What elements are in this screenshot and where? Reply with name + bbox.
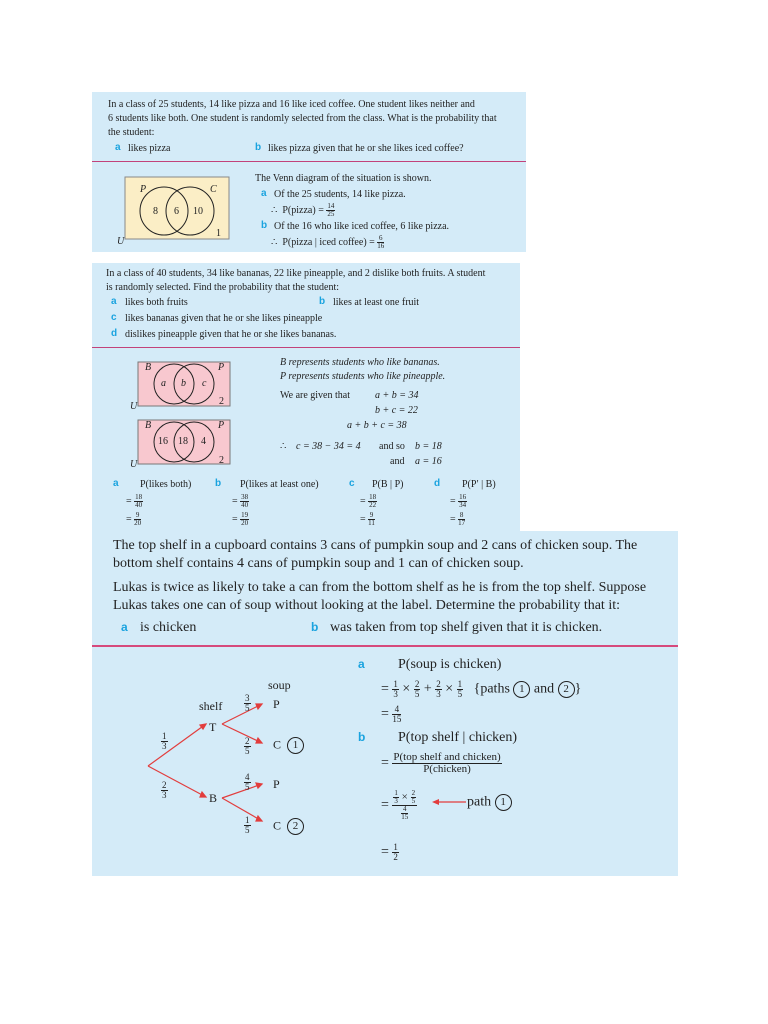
ex2-and-so: and so bbox=[379, 441, 405, 452]
ex2-equation-1: a + b = 34 bbox=[375, 390, 419, 401]
venn2-only-pineapple: 4 bbox=[201, 436, 206, 447]
ex3-path-label: path 1 bbox=[467, 794, 512, 811]
ex3-part-b-label: b bbox=[311, 620, 319, 634]
tree-prob-bottom-pumpkin: $\frac{4}{5}$ bbox=[245, 772, 250, 792]
venn-intersection: 6 bbox=[174, 206, 179, 217]
venn1-label-p: P bbox=[218, 362, 225, 373]
ex2-result-a: a = 16 bbox=[415, 456, 442, 467]
ex2-answer-b-label: b bbox=[215, 478, 222, 489]
ex2-answer-c-step-1: = $\frac{18}{22}$ bbox=[360, 493, 377, 509]
venn1-label-b: B bbox=[145, 362, 152, 373]
ex2-answer-c-head: P(B | P) bbox=[372, 479, 404, 490]
ex1-sol-b-label: b bbox=[261, 220, 268, 231]
venn2-only-bananas: 16 bbox=[158, 436, 168, 447]
venn2-label-p: P bbox=[218, 420, 225, 431]
ex3-question-line-2: bottom shelf contains 4 cans of pumpkin soup and 1 can of chicken soup. bbox=[113, 556, 524, 571]
path-2-marker: 2 bbox=[287, 818, 304, 835]
venn-label-p: P bbox=[140, 184, 147, 195]
ex2-part-a-label: a bbox=[111, 296, 117, 307]
venn-outside: 1 bbox=[216, 228, 221, 239]
ex3-question-line-1: The top shelf in a cupboard contains 3 cans of pumpkin soup and 2 cans of chicken soup. The bbox=[113, 538, 638, 553]
ex1-part-b-text: likes pizza given that he or she likes iced coffee? bbox=[268, 143, 464, 154]
venn-label-c: C bbox=[210, 184, 217, 195]
p-pizza-expr: P(pizza) = bbox=[282, 204, 324, 216]
tree-prob-bottom-chicken: $\frac{1}{5}$ bbox=[245, 815, 250, 835]
venn2-both: 18 bbox=[178, 436, 188, 447]
arrow-to-path-label bbox=[432, 797, 468, 807]
ex2-given-intro: We are given that bbox=[280, 390, 350, 401]
tree-node-top: T bbox=[209, 720, 217, 734]
tree-prob-top-pumpkin: $\frac{3}{5}$ bbox=[245, 693, 250, 713]
ex2-result-c: c = 38 − 34 = 4 bbox=[296, 441, 361, 452]
ex2-and: and bbox=[390, 456, 405, 467]
ex1-sol-b-text: Of the 16 who like iced coffee, 6 like pizza. bbox=[274, 221, 450, 232]
ex2-question-line-1: In a class of 40 students, 34 like bananas, 22 like pineapple, and 2 dislike both fruits. A student bbox=[106, 268, 486, 279]
venn-only-pizza: 8 bbox=[153, 206, 158, 217]
tree-node-bottom: B bbox=[209, 791, 218, 805]
divider bbox=[92, 645, 678, 647]
paths-note: {paths bbox=[473, 681, 510, 697]
divider bbox=[92, 347, 520, 348]
ex2-equation-3: a + b + c = 38 bbox=[347, 420, 407, 431]
therefore-symbol: ∴ bbox=[271, 204, 278, 216]
path-2-marker: 2 bbox=[558, 681, 575, 698]
divider bbox=[92, 161, 526, 162]
ex2-part-c-label: c bbox=[111, 312, 117, 323]
ex2-equation-2: b + c = 22 bbox=[375, 405, 418, 416]
ex1-sol-a-label: a bbox=[261, 188, 267, 199]
ex1-question-line-1: In a class of 25 students, 14 like pizza and 16 like iced coffee. One student likes neither and bbox=[108, 99, 475, 110]
path-1-marker: 1 bbox=[513, 681, 530, 698]
venn2-label-b: B bbox=[145, 420, 152, 431]
ex1-question-line-3: the student: bbox=[108, 127, 155, 138]
tree-outcome-top-pumpkin: P bbox=[273, 697, 280, 711]
venn2-universe: U bbox=[130, 459, 138, 470]
ex2-question-line-2: is randomly selected. Find the probability that the student: bbox=[106, 282, 340, 293]
ex3-part-a-text: is chicken bbox=[140, 620, 197, 635]
ex2-part-d-text: dislikes pineapple given that he or she likes bananas. bbox=[125, 329, 337, 340]
fraction: $\frac{14}{25}$ bbox=[327, 202, 335, 218]
ex2-answer-a-step-2: = $\frac{9}{20}$ bbox=[126, 511, 142, 527]
ex1-sol-b-result bbox=[271, 235, 384, 250]
ex2-therefore: ∴ bbox=[280, 441, 287, 452]
ex3-question-line-3: Lukas is twice as likely to take a can from the bottom shelf as he is from the top shelf. Suppose bbox=[113, 580, 647, 595]
tree-prob-top: $\frac{1}{3}$ bbox=[162, 731, 167, 751]
tree-outcome-bottom-pumpkin: P bbox=[273, 777, 280, 791]
ex3-sol-b-step-1: = P(top shelf and chicken) P(chicken) bbox=[381, 751, 501, 775]
venn1-region-b: b bbox=[181, 378, 186, 389]
ex2-answer-b-head: P(likes at least one) bbox=[240, 479, 319, 490]
ex2-answer-c-step-2: = $\frac{9}{11}$ bbox=[360, 511, 375, 527]
ex2-desc-line-1: B represents students who like bananas. bbox=[280, 357, 440, 368]
venn-universe: U bbox=[117, 236, 125, 247]
ex3-sol-b-head: P(top shelf | chicken) bbox=[398, 730, 518, 745]
ex2-answer-d-step-2: = $\frac{8}{17}$ bbox=[450, 511, 466, 527]
ex2-answer-b-step-2: = $\frac{19}{20}$ bbox=[232, 511, 249, 527]
ex2-answer-a-head: P(likes both) bbox=[140, 479, 192, 490]
ex2-answer-a-label: a bbox=[113, 478, 119, 489]
ex2-part-b-text: likes at least one fruit bbox=[333, 297, 420, 308]
ex2-answer-a-step-1: = $\frac{18}{40}$ bbox=[126, 493, 143, 509]
venn1-universe: U bbox=[130, 401, 138, 412]
ex1-part-a-label: a bbox=[115, 142, 121, 153]
ex1-part-a-text: likes pizza bbox=[128, 143, 171, 154]
ex2-part-c-text: likes bananas given that he or she likes pineapple bbox=[125, 313, 323, 324]
ex3-part-b-text: was taken from top shelf given that it is chicken. bbox=[330, 620, 603, 635]
therefore-symbol: ∴ bbox=[271, 236, 278, 248]
venn1-region-a: a bbox=[161, 378, 166, 389]
path-1-marker: 1 bbox=[287, 737, 304, 754]
venn2-outside: 2 bbox=[219, 455, 224, 466]
ex2-answer-b-step-1: = $\frac{38}{40}$ bbox=[232, 493, 249, 509]
venn1-outside: 2 bbox=[219, 396, 224, 407]
tree-outcome-bottom-chicken: C 2 bbox=[273, 818, 304, 835]
ex1-question-line-2: 6 students like both. One student is randomly selected from the class. What is the probability that bbox=[108, 113, 497, 124]
ex2-desc-line-2: P represents students who like pineapple. bbox=[280, 371, 446, 382]
ex3-sol-b-label: b bbox=[358, 730, 366, 744]
ex3-sol-a-result: = $\frac{4}{15}$ bbox=[381, 704, 402, 724]
venn-only-coffee: 10 bbox=[193, 206, 203, 217]
ex1-solution-intro: The Venn diagram of the situation is shown. bbox=[255, 173, 432, 184]
ex2-answer-c-label: c bbox=[349, 478, 355, 489]
ex3-sol-b-result: = $\frac{1}{2}$ bbox=[381, 842, 398, 862]
ex3-sol-a-label: a bbox=[358, 657, 365, 671]
ex1-sol-a-text: Of the 25 students, 14 like pizza. bbox=[274, 189, 406, 200]
ex2-result-b: b = 18 bbox=[415, 441, 442, 452]
ex2-answer-d-label: d bbox=[434, 478, 441, 489]
ex1-sol-a-result bbox=[271, 203, 335, 218]
ex3-question-line-4: Lukas takes one can of soup without looking at the label. Determine the probability that it: bbox=[113, 598, 620, 613]
ex3-sol-a-step-1: = $\frac{1}{3}$ × $\frac{2}{5}$ + $\frac{2}{3}$ × $\frac{1}{5}$ {paths 1 and 2 } bbox=[381, 679, 582, 699]
path-1-marker: 1 bbox=[495, 794, 512, 811]
ex2-part-b-label: b bbox=[319, 296, 326, 307]
tree-header-shelf: shelf bbox=[199, 699, 223, 713]
tree-header-soup: soup bbox=[268, 678, 291, 692]
ex2-part-d-label: d bbox=[111, 328, 118, 339]
p-pizza-given-coffee-expr: P(pizza | iced coffee) = bbox=[282, 236, 375, 248]
venn1-region-c: c bbox=[202, 378, 207, 389]
ex1-part-b-label: b bbox=[255, 142, 262, 153]
ex3-part-a-label: a bbox=[121, 620, 128, 634]
tree-prob-top-chicken: $\frac{2}{5}$ bbox=[245, 736, 250, 756]
fraction: $\frac{6}{16}$ bbox=[377, 234, 385, 250]
tree-prob-bottom: $\frac{2}{3}$ bbox=[162, 780, 167, 800]
ex3-sol-a-head: P(soup is chicken) bbox=[398, 657, 502, 672]
ex2-answer-d-head: P(P′ | B) bbox=[462, 479, 496, 490]
ex2-answer-d-step-1: = $\frac{16}{34}$ bbox=[450, 493, 467, 509]
tree-outcome-top-chicken: C 1 bbox=[273, 737, 304, 754]
ex3-sol-b-step-2: = $\frac{1}{3}$ × $\frac{2}{5}$ $\frac{4}{15}$ bbox=[381, 789, 416, 821]
ex2-part-a-text: likes both fruits bbox=[125, 297, 188, 308]
